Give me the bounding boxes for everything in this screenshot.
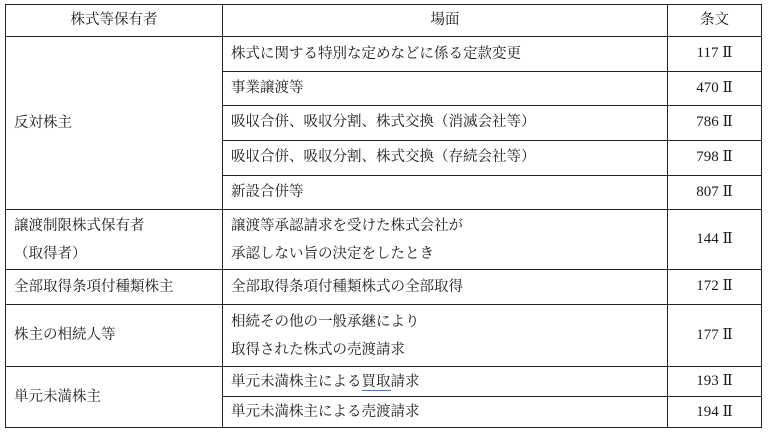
scene-cell: 株式に関する特別な定めなどに係る定款変更 <box>223 37 668 72</box>
scene-cell: 吸収合併、吸収分割、株式交換（存続会社等） <box>223 140 668 175</box>
header-holder: 株式等保有者 <box>6 5 223 37</box>
scene-line: 承認しない旨の決定をしたとき <box>231 245 434 262</box>
scene-cell: 全部取得条項付種類株式の全部取得 <box>223 269 668 304</box>
scene-cell <box>223 210 668 270</box>
holder-full-acquisition: 全部取得条項付種類株主 <box>6 269 223 304</box>
article-cell: 193 Ⅱ <box>668 367 762 397</box>
scene-cell: 吸収合併、吸収分割、株式交換（消滅会社等） <box>223 105 668 140</box>
holder-fractional: 単元未満株主 <box>6 367 223 428</box>
scene-cell: 新設合併等 <box>223 175 668 210</box>
table-row <box>6 37 762 72</box>
appraisal-rights-table <box>5 4 762 428</box>
holder-line: 譲渡制限株式保有者 <box>14 217 145 234</box>
scene-text: 請求 <box>390 373 420 390</box>
underlined-term: 買取 <box>361 373 391 390</box>
header-scene: 場面 <box>223 5 668 37</box>
scene-line: 譲渡等承認請求を受けた株式会社が <box>231 217 463 234</box>
holder-line: （取得者） <box>14 245 87 262</box>
table-row <box>6 210 762 270</box>
table-row <box>6 269 762 304</box>
scene-cell <box>223 304 668 367</box>
article-cell: 470 Ⅱ <box>668 71 762 105</box>
header-row <box>6 5 762 37</box>
article-cell: 798 Ⅱ <box>668 140 762 175</box>
article-cell: 786 Ⅱ <box>668 105 762 140</box>
scene-cell: 事業譲渡等 <box>223 71 668 105</box>
article-cell: 177 Ⅱ <box>668 304 762 367</box>
article-cell: 807 Ⅱ <box>668 175 762 210</box>
holder-heirs: 株主の相続人等 <box>6 304 223 367</box>
scene-text: 単元未満株主による <box>231 373 362 390</box>
header-article: 条文 <box>668 5 762 37</box>
holder-restricted <box>6 210 223 270</box>
table-row <box>6 367 762 397</box>
scene-line: 取得された株式の売渡請求 <box>231 341 405 358</box>
article-cell: 194 Ⅱ <box>668 397 762 428</box>
holder-dissenting: 反対株主 <box>6 37 223 210</box>
scene-line: 相続その他の一般承継により <box>231 313 420 330</box>
scene-cell: 単元未満株主による売渡請求 <box>223 397 668 428</box>
article-cell: 144 Ⅱ <box>668 210 762 270</box>
table-row <box>6 304 762 367</box>
article-cell: 117 Ⅱ <box>668 37 762 72</box>
scene-cell <box>223 367 668 397</box>
article-cell: 172 Ⅱ <box>668 269 762 304</box>
